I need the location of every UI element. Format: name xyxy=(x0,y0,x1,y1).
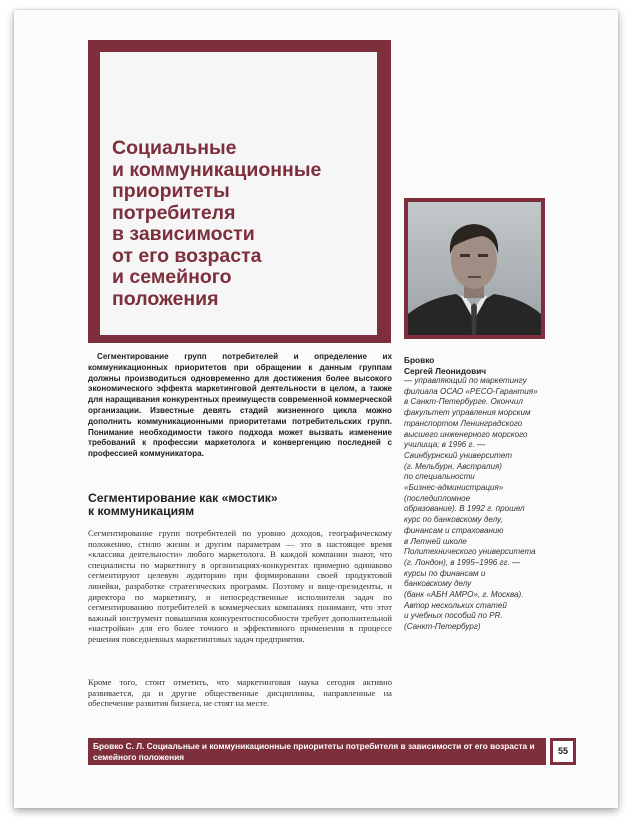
author-portrait-image xyxy=(408,202,541,335)
article-abstract: Сегментирование групп потребителей и определение их коммуникационных приоритетов при обращении к данным группам должны производиться одновременно для достижения более высокого экономического эффекта маркетинговой деятельности в целом, а также для наращивания конкурентных преимуществ современной коммерческой организации. Известные девять стадий жизненного цикла можно дополнить коммуникационными приоритетами потребительских групп. Понимание необходимости такого подхода может вызвать изменение требований к профессии маркетолога и конвергенцию последней с профессией коммуникатора. xyxy=(88,352,392,459)
page-number: 55 xyxy=(553,741,573,762)
title-panel xyxy=(97,49,380,338)
author-bio: — управляющий по маркетингу филиала ОСАО «РЕСО-Гарантия» в Санкт-Петербурге. Окончил факультет управления морским транспортом Ленинградского высшего инженерного морского училища; в 1996 г. — Свинбурнский университет (г. Мельбурн, Австралия) по специальности «Бизнес-администрация» (последипломное образование). В 1992 г. прошел курс по банковскому делу, финансам и страхованию в Летней школе Политехнического университета (г. Лондон), в 1995–1996 гг. — курсы по финансам и банковскому делу (банк «АБН АМРО», г. Москва). Автор нескольких статей и учебных пособий по PR. (Санкт-Петербург) xyxy=(404,376,538,632)
footer-citation-bar xyxy=(88,738,546,765)
body-paragraph-2: Кроме того, стоит отметить, что маркетинговая наука сегодня активно развивается, да и другие общественные дисциплины, направленные на обеспечение развития бизнеса, не стоят на месте. xyxy=(88,677,392,709)
author-photo xyxy=(408,202,541,335)
footer-citation: Бровко С. Л. Социальные и коммуникационные приоритеты потребителя в зависимости от его возраста и семейного положения xyxy=(93,741,535,762)
page-number-box xyxy=(550,738,576,765)
section-heading: Сегментирование как «мостик» к коммуникациям xyxy=(88,491,278,518)
author-name: Бровко Сергей Леонидович xyxy=(404,355,487,376)
body-paragraph-1: Сегментирование групп потребителей по уровню доходов, географическому положению, стилю жизни и другим параметрам — это в настоящее время «классика деятельности» любого маркетолога. В каждой компании знают, что специалисты по маркетингу в организациях-конкурентах примерно одинаково сегментируют целевую аудиторию при формировании своей продуктовой линейки, разработке стратегических программ. Поэтому и вице-президенты, и директора по маркетингу, и непосредственные исполнители задач по сегментированию потребителей в коммерческих компаниях понимают, что этот важный инструмент повышения конкурентоспособности требует дополнительной «настройки» для его более точного и эффективного применения в процессе решения повседневных маркетинговых задач предприятия. xyxy=(88,528,392,644)
article-title: Социальные и коммуникационные приоритеты потребителя в зависимости от его возраста и семейного положения xyxy=(112,137,322,310)
